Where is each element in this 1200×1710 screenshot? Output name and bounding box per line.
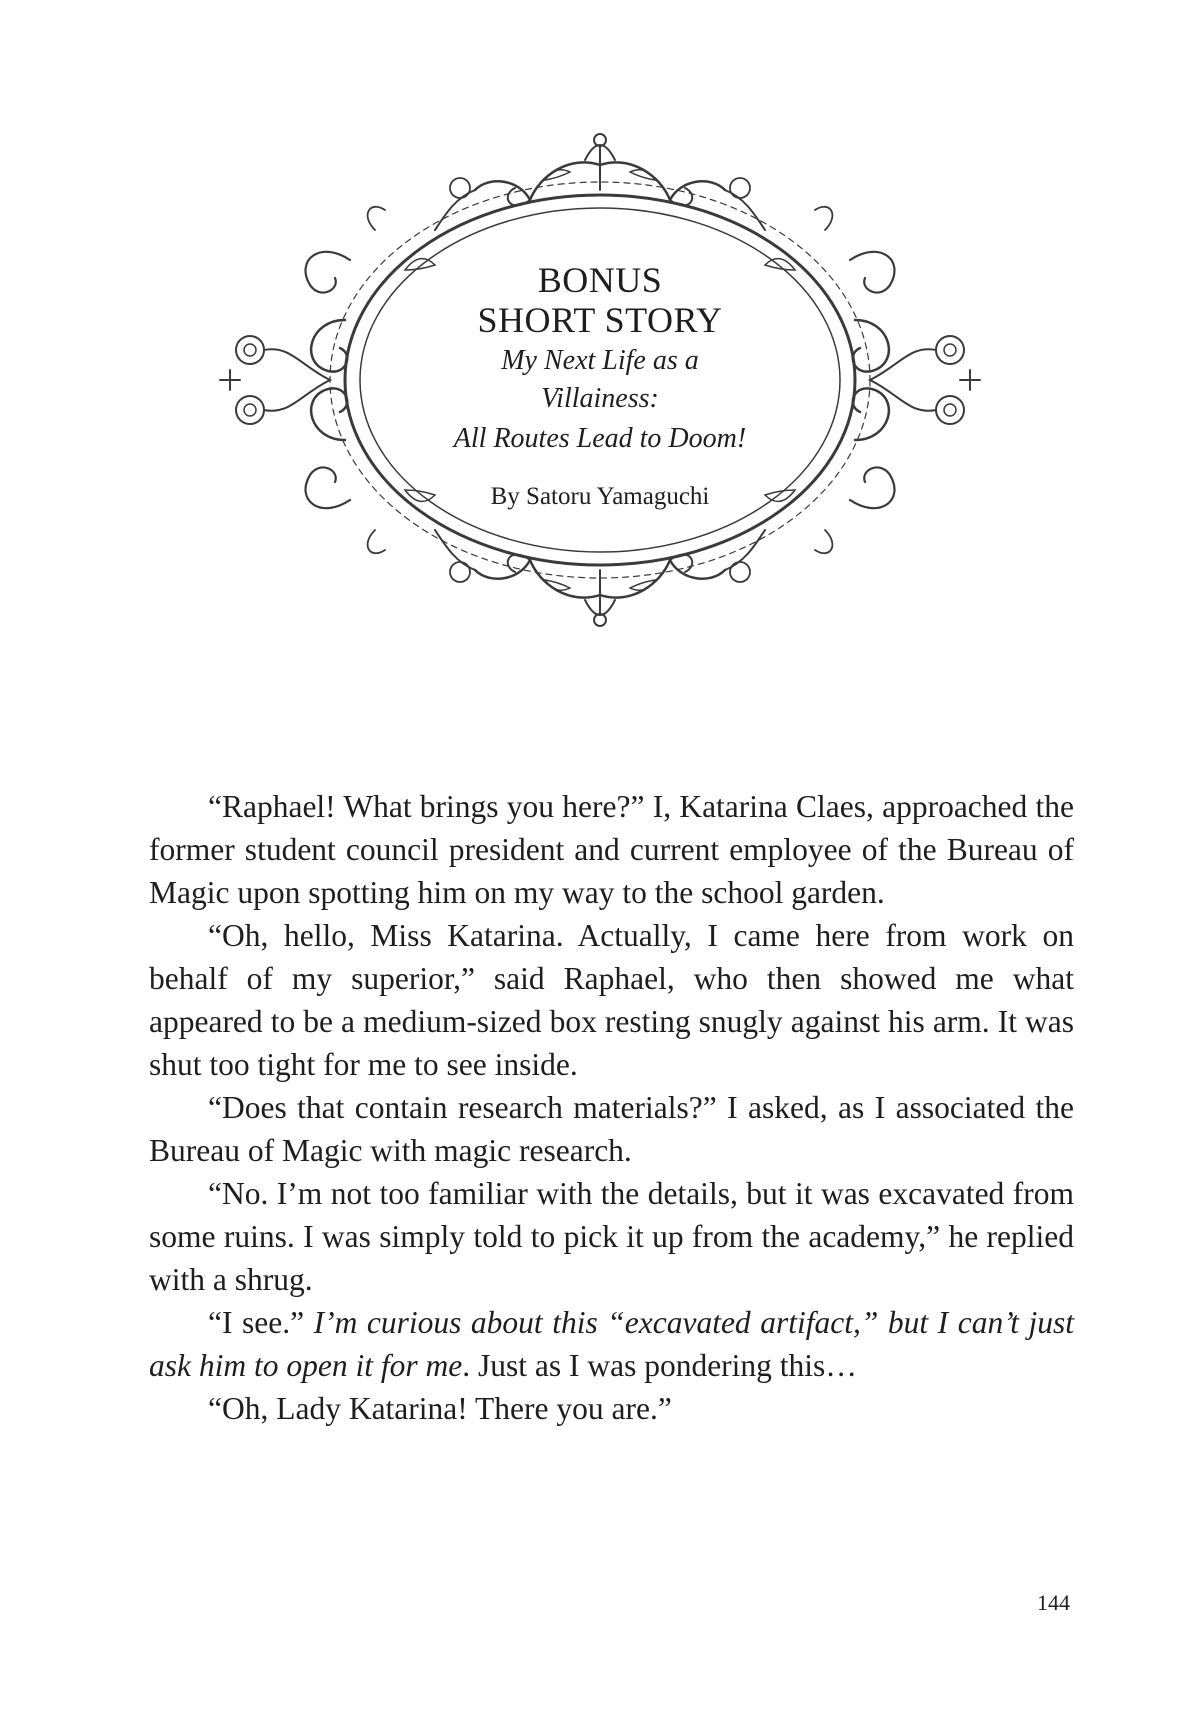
title-line-1: BONUS xyxy=(537,260,663,300)
paragraph-italic-thought: I’m curious about this “excavated artifact,” but I can’t just ask him to open it for me xyxy=(149,1305,1074,1383)
subtitle-line-1: My Next Life as a Villainess: xyxy=(501,345,699,414)
story-body xyxy=(149,785,1074,1430)
page-number: 144 xyxy=(1037,1590,1070,1615)
subtitle-line-2: All Routes Lead to Doom! xyxy=(453,423,747,454)
title-frame xyxy=(200,120,1000,640)
paragraph: “Raphael! What brings you here?” I, Katarina Claes, approached the former student council president and current employee of the Bureau of Magic upon spotting him on my way to the school garden. xyxy=(149,789,1074,910)
paragraph: “Oh, Lady Katarina! There you are.” xyxy=(208,1391,672,1426)
title-block xyxy=(450,260,750,512)
title-line-2: SHORT STORY xyxy=(477,300,723,340)
paragraph-tail: . Just as I was pondering this… xyxy=(462,1348,857,1383)
paragraph xyxy=(149,1301,1074,1387)
author-byline: By Satoru Yamaguchi xyxy=(490,483,710,510)
paragraph: “Does that contain research materials?” I asked, as I associated the Bureau of Magic with magic research. xyxy=(149,1090,1074,1168)
paragraph: “No. I’m not too familiar with the details, but it was excavated from some ruins. I was simply told to pick it up from the academy,” he replied with a shrug. xyxy=(149,1176,1074,1297)
paragraph: “Oh, hello, Miss Katarina. Actually, I came here from work on behalf of my superior,” said Raphael, who then showed me what appeared to be a medium-sized box resting snugly against his arm. It was shut too tight for me to see inside. xyxy=(149,918,1074,1082)
paragraph-lead: “I see.” xyxy=(208,1305,314,1340)
